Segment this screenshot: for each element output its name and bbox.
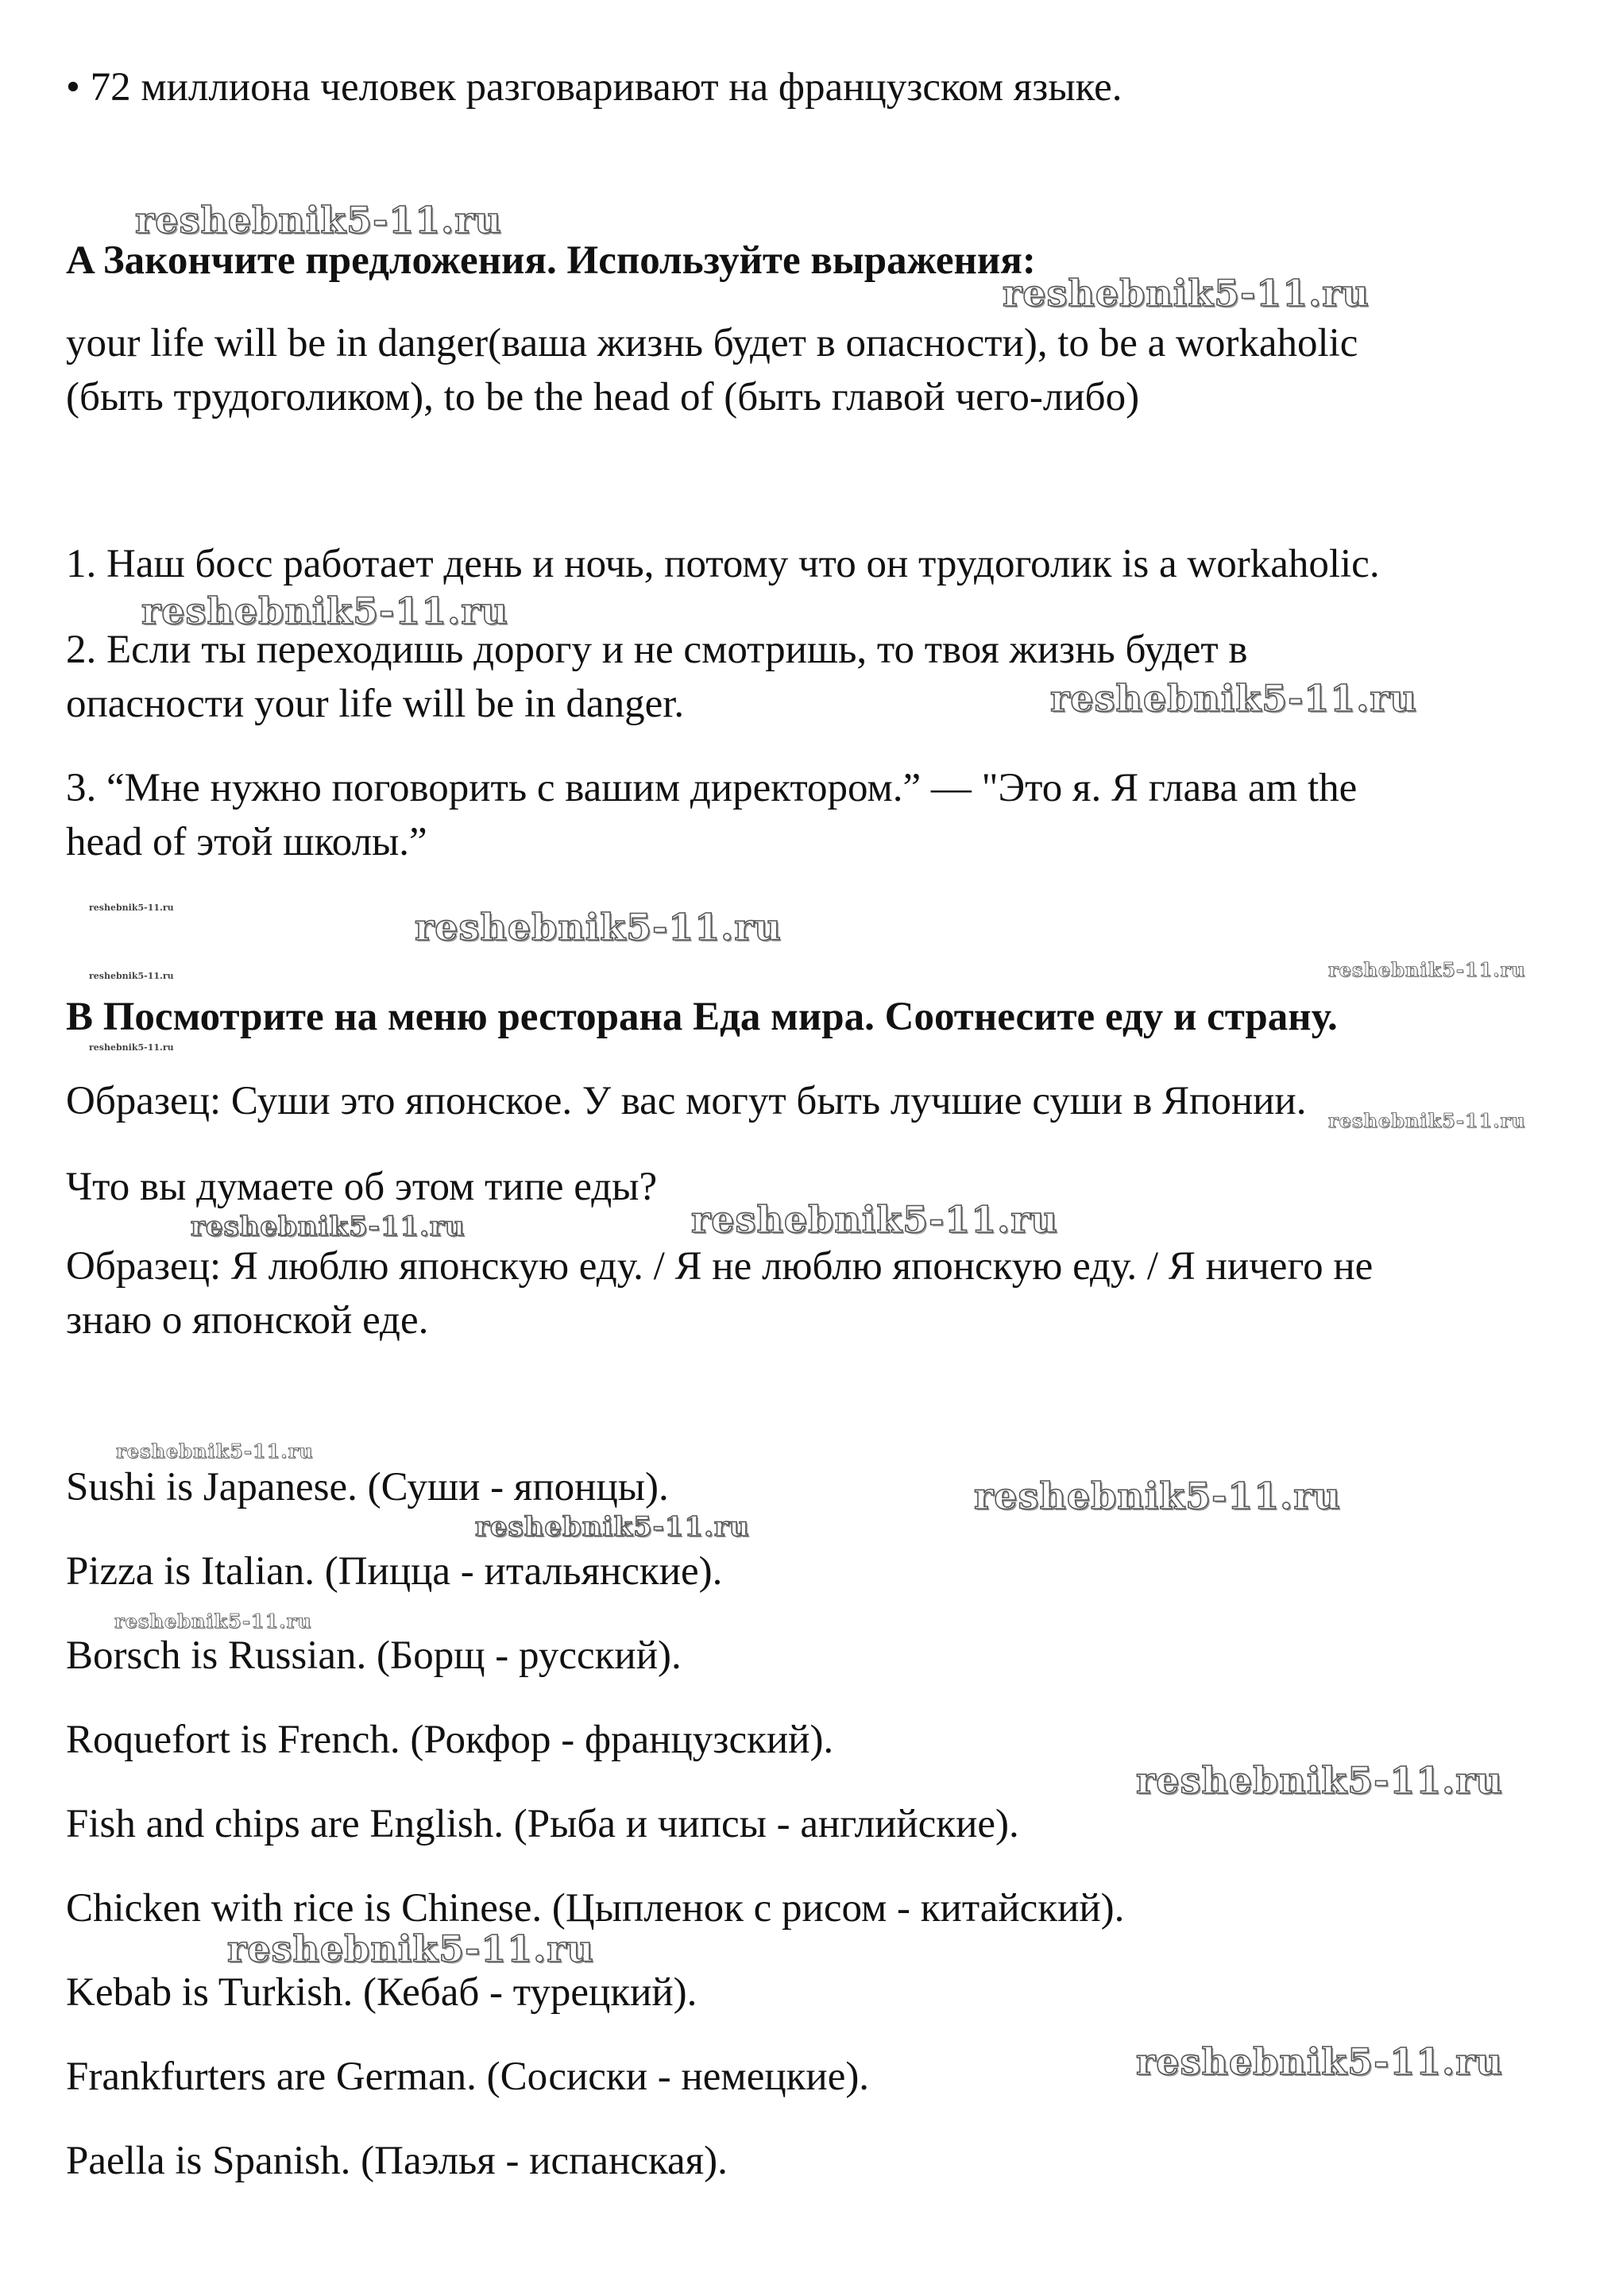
- watermark: reshebnik5-11.ru: [415, 906, 782, 949]
- section-b-example-1: Образец: Суши это японское. У вас могут быть лучшие суши в Японии.: [66, 1079, 1307, 1123]
- answer-sushi: Sushi is Japanese. (Суши - японцы).: [66, 1465, 669, 1509]
- section-a-expressions-line2: (быть трудоголиком), to be the head of (быть главой чего-либо): [66, 375, 1140, 419]
- watermark: reshebnik5-11.ru: [1050, 677, 1417, 720]
- watermark: reshebnik5-11.ru: [141, 589, 508, 632]
- watermark: reshebnik5-11.ru: [1136, 2040, 1503, 2083]
- section-b-question: Что вы думаете об этом типе еды?: [66, 1165, 658, 1209]
- answer-fish-and-chips: Fish and chips are English. (Рыба и чипсы - английские).: [66, 1802, 1019, 1846]
- bullet-fact: • 72 миллиона человек разговаривают на французском языке.: [66, 65, 1122, 110]
- section-b-heading: B Посмотрите на меню ресторана Еда мира. Соотнесите еду и страну.: [66, 995, 1338, 1039]
- section-b-example-2-line2: знаю о японской еде.: [66, 1298, 429, 1343]
- section-a-expressions-line1: your life will be in danger(ваша жизнь будет в опасности), to be a workaholic: [66, 321, 1358, 365]
- watermark: reshebnik5-11.ru: [1328, 958, 1526, 981]
- answer-roquefort: Roquefort is French. (Рокфор - французский).: [66, 1718, 834, 1762]
- section-a-item-3-line2: head of этой школы.”: [66, 820, 427, 864]
- watermark: reshebnik5-11.ru: [116, 1440, 314, 1463]
- answer-pizza: Pizza is Italian. (Пицца - итальянские).: [66, 1549, 723, 1594]
- watermark: reshebnik5-11.ru: [1003, 272, 1370, 315]
- answer-chicken-with-rice: Chicken with rice is Chinese. (Цыпленок с рисом - китайский).: [66, 1886, 1125, 1931]
- answer-kebab: Kebab is Turkish. (Кебаб - турецкий).: [66, 1970, 697, 2015]
- watermark: reshebnik5-11.ru: [691, 1198, 1058, 1241]
- watermark: reshebnik5-11.ru: [475, 1511, 750, 1543]
- answer-borsch: Borsch is Russian. (Борщ - русский).: [66, 1633, 682, 1678]
- watermark: reshebnik5-11.ru: [227, 1927, 594, 1970]
- watermark: reshebnik5-11.ru: [89, 971, 174, 981]
- section-a-item-2-line2: опасности your life will be in danger.: [66, 682, 685, 726]
- section-a-item-2-line1: 2. Если ты переходишь дорогу и не смотришь, то твоя жизнь будет в: [66, 628, 1248, 672]
- section-a-item-3-line1: 3. “Мне нужно поговорить с вашим директором.” — "Это я. Я глава am the: [66, 766, 1358, 810]
- watermark: reshebnik5-11.ru: [89, 1042, 174, 1053]
- section-a-heading: A Закончите предложения. Используйте выражения:: [66, 238, 1036, 283]
- watermark: reshebnik5-11.ru: [114, 1610, 312, 1633]
- watermark: reshebnik5-11.ru: [191, 1211, 466, 1243]
- watermark: reshebnik5-11.ru: [1136, 1759, 1503, 1802]
- watermark: reshebnik5-11.ru: [135, 199, 502, 242]
- section-a-item-1: 1. Наш босс работает день и ночь, потому что он трудоголик is a workaholic.: [66, 542, 1380, 586]
- section-b-example-2-line1: Образец: Я люблю японскую еду. / Я не люблю японскую еду. / Я ничего не: [66, 1244, 1374, 1289]
- watermark: reshebnik5-11.ru: [974, 1475, 1341, 1517]
- watermark: reshebnik5-11.ru: [1328, 1109, 1526, 1132]
- answer-frankfurters: Frankfurters are German. (Сосиски - немецкие).: [66, 2054, 870, 2099]
- watermark: reshebnik5-11.ru: [89, 903, 174, 913]
- answer-paella: Paella is Spanish. (Паэлья - испанская).: [66, 2139, 728, 2183]
